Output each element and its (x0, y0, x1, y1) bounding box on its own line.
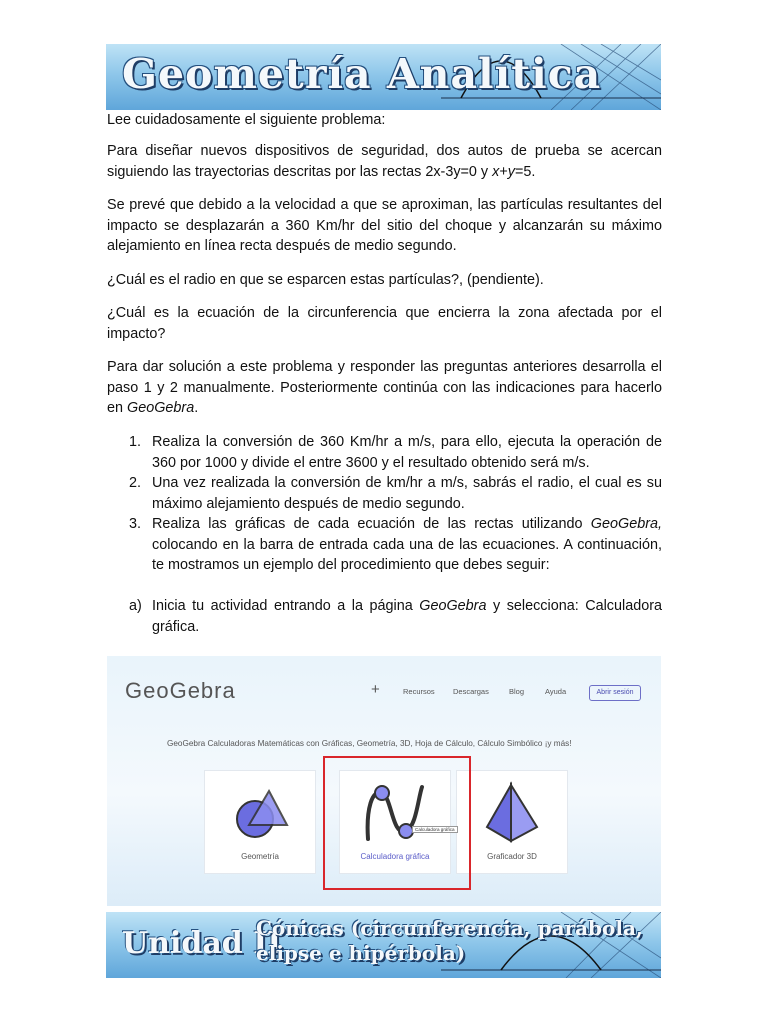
list-item: a) Inicia tu actividad entrando a la página GeoGebra y selecciona: Calculadora gráfica. (129, 598, 663, 635)
tooltip: Calculadora gráfica (412, 826, 458, 833)
paragraph-problem: Para diseñar nuevos dispositivos de seguridad, dos autos de prueba se acercan siguiendo las trayectorias descritas por las rectas 2x-3y=0 y x+y=5. (107, 143, 662, 180)
substep-a (107, 596, 662, 637)
question-circle-equation: ¿Cuál es la ecuación de la circunferencia que encierra la zona afectada por el impacto? (107, 305, 662, 342)
geometry-icon (231, 785, 291, 845)
nav-ayuda[interactable]: Ayuda (545, 687, 567, 696)
document-title: Geometría Analítica (122, 50, 602, 98)
card-label-3d: Graficador 3D (487, 852, 537, 861)
intro-text: Lee cuidadosamente el siguiente problema: (107, 112, 386, 128)
nav-blog[interactable]: Blog (509, 687, 525, 696)
card-geometria[interactable] (205, 771, 315, 873)
footer-banner (106, 912, 661, 978)
nav-descargas[interactable]: Descargas (453, 687, 489, 696)
pyramid-3d-icon (481, 781, 543, 847)
card-graficador-3d[interactable] (457, 771, 567, 873)
selection-highlight (323, 756, 471, 890)
card-label-calculadora: Calculadora gráfica (360, 852, 430, 861)
paragraph-impact: Se prevé que debido a la velocidad a que se aproximan, las partículas resultantes del impacto se desplazarán a 360 Km/hr del sitio del choque y alcanzarán su máximo alejamiento en línea recta después de medio segundo. (107, 197, 662, 254)
plus-icon[interactable]: + (371, 681, 380, 698)
unit-topic: Cónicas (circunferencia, parábola, elipse e hipérbola) (256, 916, 643, 965)
geogebra-screenshot (107, 656, 661, 906)
paragraph-instructions: Para dar solución a este problema y responder las preguntas anteriores desarrolla el paso 1 y 2 manualmente. Posteriormente continúa con las indicaciones para hacerlo en GeoGebra. (107, 359, 662, 416)
geogebra-tagline: GeoGebra Calculadoras Matemáticas con Gráficas, Geometría, 3D, Hoja de Cálculo, Cálculo Simbólico ¡y más! (167, 739, 572, 748)
card-label-geometria: Geometría (241, 852, 279, 861)
question-radius: ¿Cuál es el radio en que se esparcen estas partículas?, (pendiente). (107, 272, 544, 288)
list-item: 3. Realiza las gráficas de cada ecuación de las rectas utilizando GeoGebra, colocando en la barra de entrada cada una de las ecuaciones. A continuación, te mostramos un ejemplo del procedimiento que debes seguir: (129, 516, 662, 573)
header-banner (106, 44, 661, 110)
login-button[interactable]: Abrir sesión (589, 685, 641, 701)
steps-list (107, 432, 662, 576)
list-item: 1. Realiza la conversión de 360 Km/hr a m/s, para ello, ejecuta la operación de 360 por 1000 y divide el entre 3600 y el resultado obtenido será m/s. (129, 434, 662, 471)
geogebra-logo[interactable]: GeoGebra (125, 678, 236, 703)
nav-recursos[interactable]: Recursos (403, 687, 435, 696)
unit-label: Unidad II (122, 926, 282, 961)
list-item: 2. Una vez realizada la conversión de km/hr a m/s, sabrás el radio, el cual es su máximo alejamiento después de medio segundo. (129, 475, 662, 512)
